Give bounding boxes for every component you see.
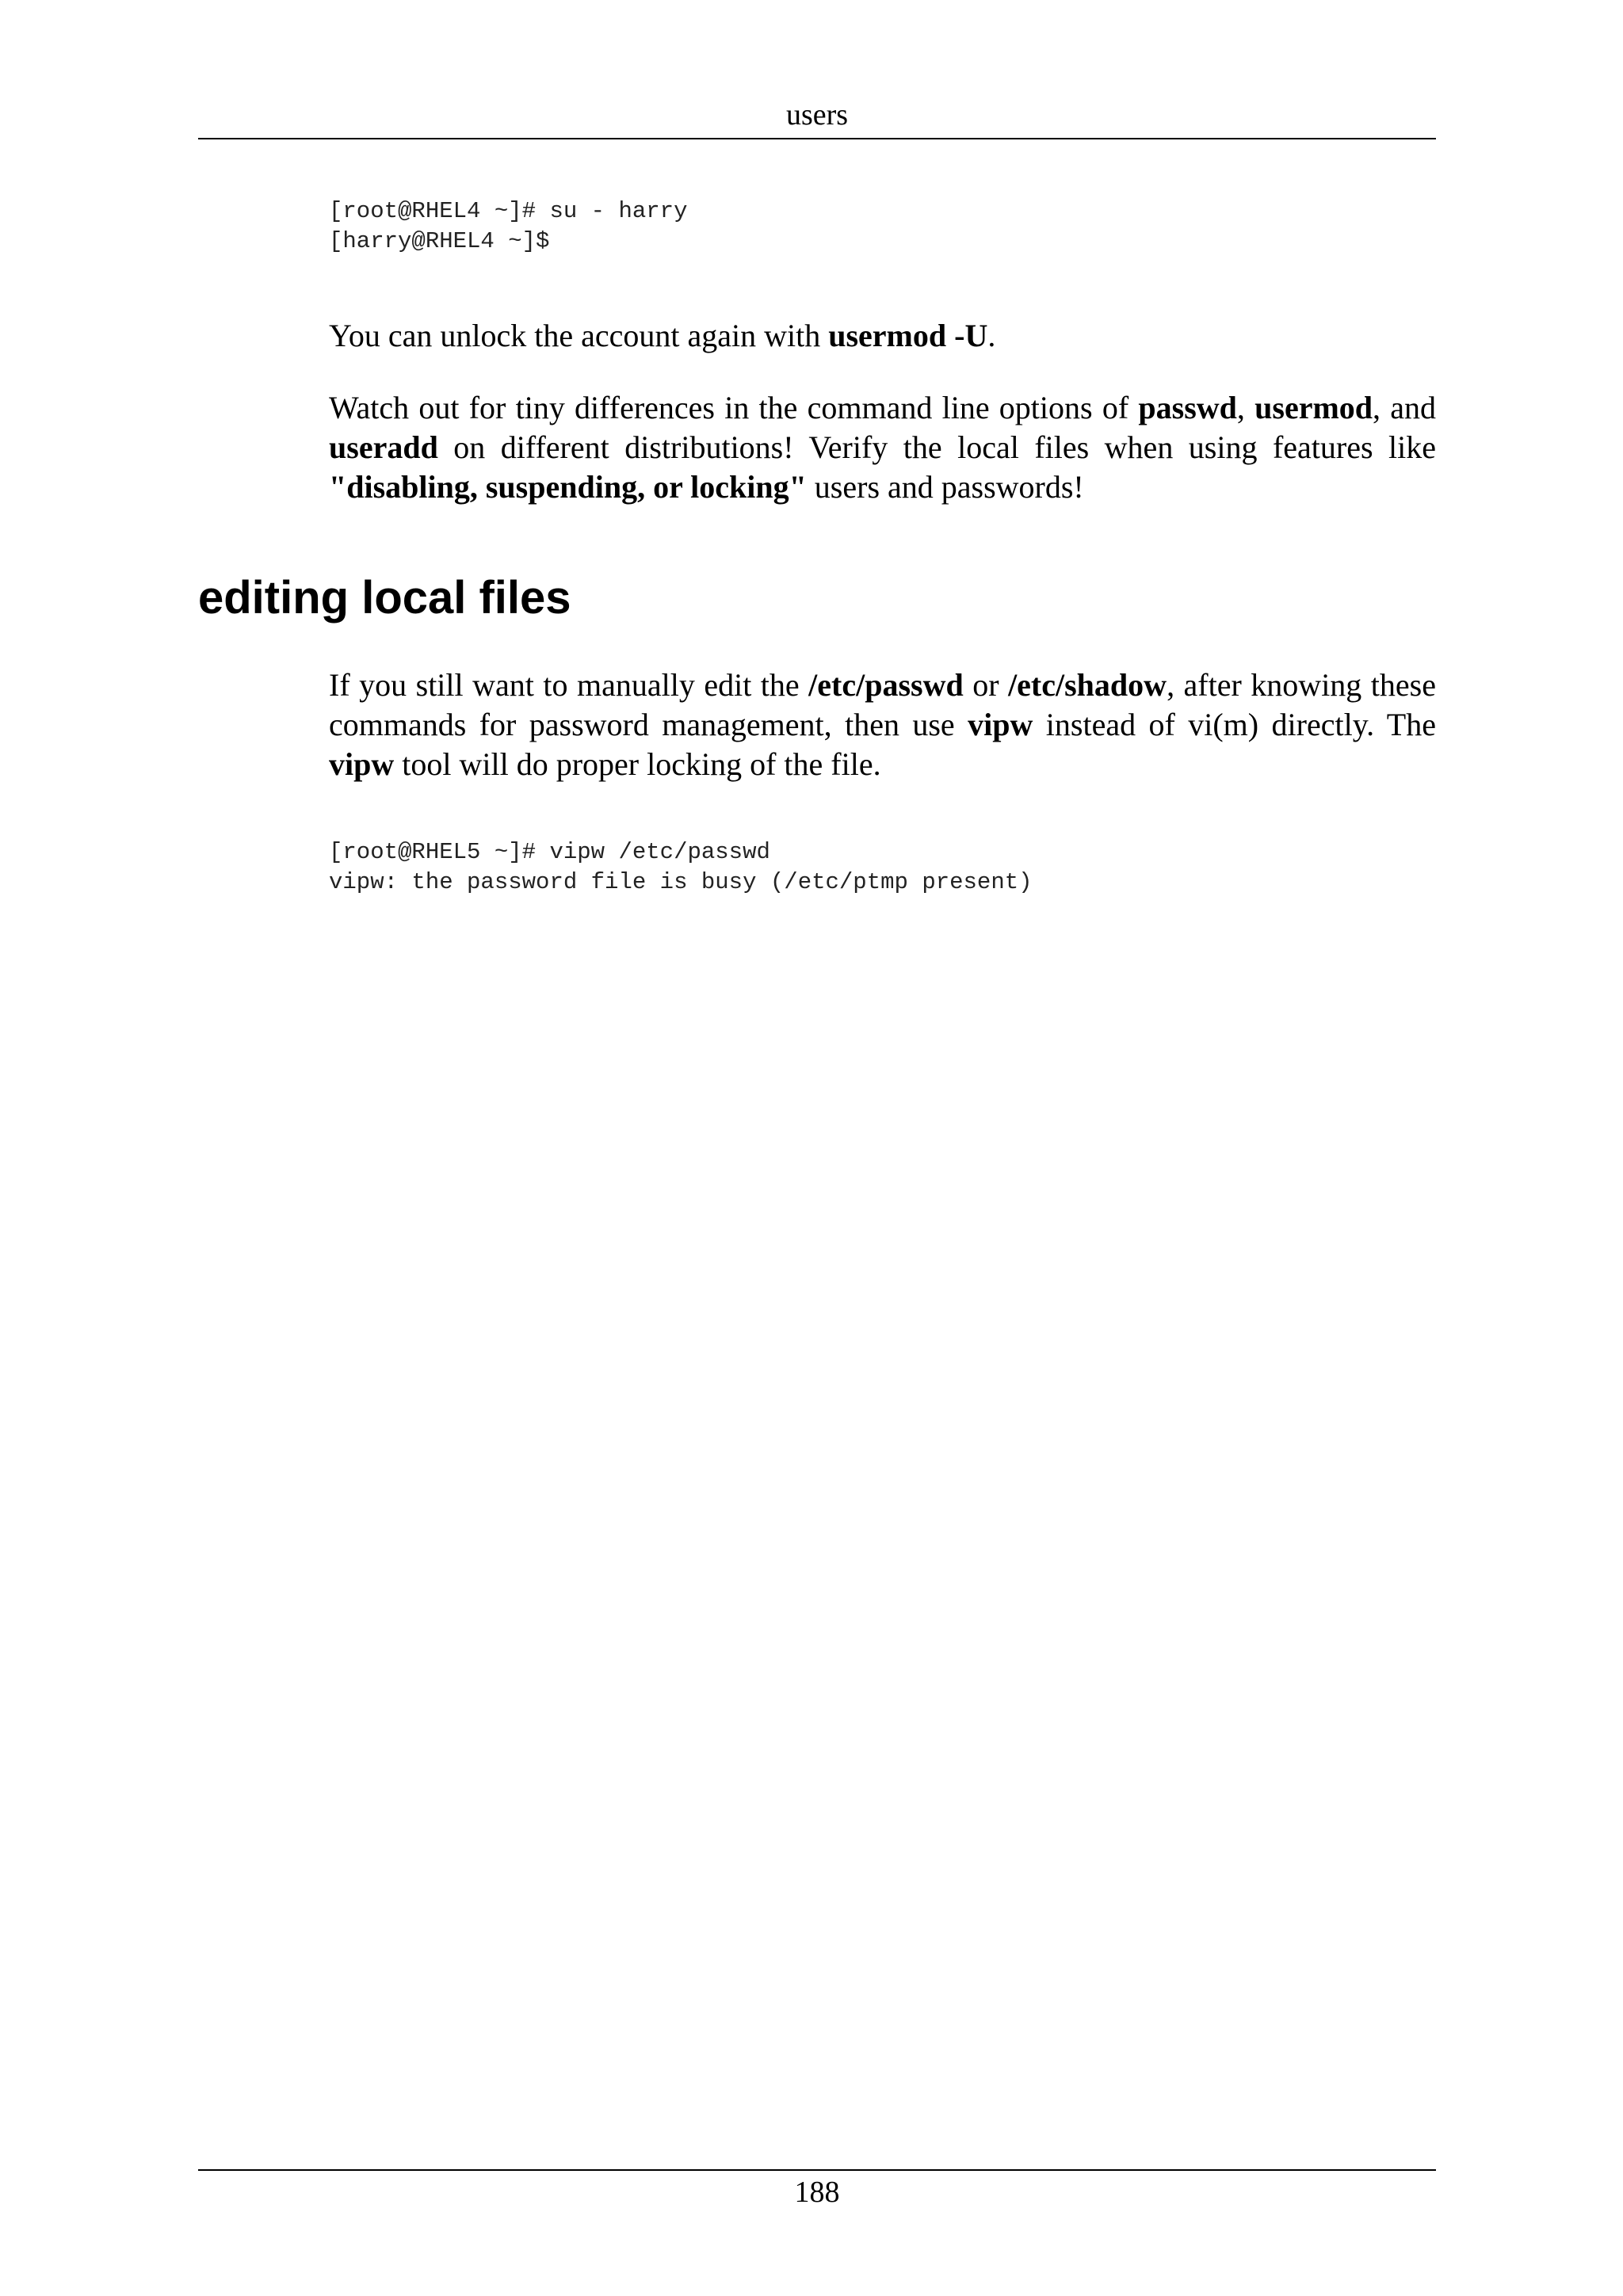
text-run: on different distributions! Verify the local files when using features like <box>437 429 1436 465</box>
page-number: 188 <box>794 2176 840 2209</box>
text-run: or <box>963 667 1009 703</box>
text-run: , <box>1236 390 1255 425</box>
code-line: [root@RHEL5 ~]# vipw /etc/passwd <box>329 839 770 865</box>
header-rule <box>198 138 1436 139</box>
code-block-su-harry <box>329 196 687 257</box>
bold-command: usermod -U <box>828 318 988 353</box>
text-run: , and <box>1373 390 1436 425</box>
section-heading: editing local files <box>198 572 571 624</box>
bold-path: /etc/shadow <box>1008 667 1167 703</box>
bold-command: useradd <box>329 429 438 465</box>
code-line: [harry@RHEL4 ~]$ <box>329 228 550 254</box>
bold-command: passwd <box>1138 390 1237 425</box>
text-run: , after knowing these commands for password management, then use <box>329 667 1436 742</box>
bold-command: vipw <box>968 707 1033 742</box>
running-header: users <box>785 98 849 132</box>
bold-command: usermod <box>1254 390 1373 425</box>
code-line: vipw: the password file is busy (/etc/ptmp present) <box>329 869 1033 895</box>
bold-phrase: "disabling, suspending, or locking" <box>329 469 807 505</box>
footer-rule <box>198 2169 1436 2171</box>
paragraph-watch-out <box>329 388 1436 507</box>
text-run: You can unlock the account again with <box>329 318 829 353</box>
paragraph-unlock-account <box>329 316 1436 356</box>
text-run: users and passwords! <box>806 469 1084 505</box>
text-run: instead of vi(m) directly. The <box>1033 707 1436 742</box>
code-line: [root@RHEL4 ~]# su - harry <box>329 198 688 224</box>
bold-command: vipw <box>329 746 395 782</box>
text-run: tool will do proper locking of the file. <box>394 746 881 782</box>
bold-path: /etc/passwd <box>808 667 964 703</box>
text-run: . <box>987 318 996 353</box>
code-block-vipw <box>329 837 1033 898</box>
paragraph-edit-local-files <box>329 666 1436 784</box>
text-run: If you still want to manually edit the <box>329 667 809 703</box>
text-run: Watch out for tiny differences in the command line options of <box>329 390 1139 425</box>
